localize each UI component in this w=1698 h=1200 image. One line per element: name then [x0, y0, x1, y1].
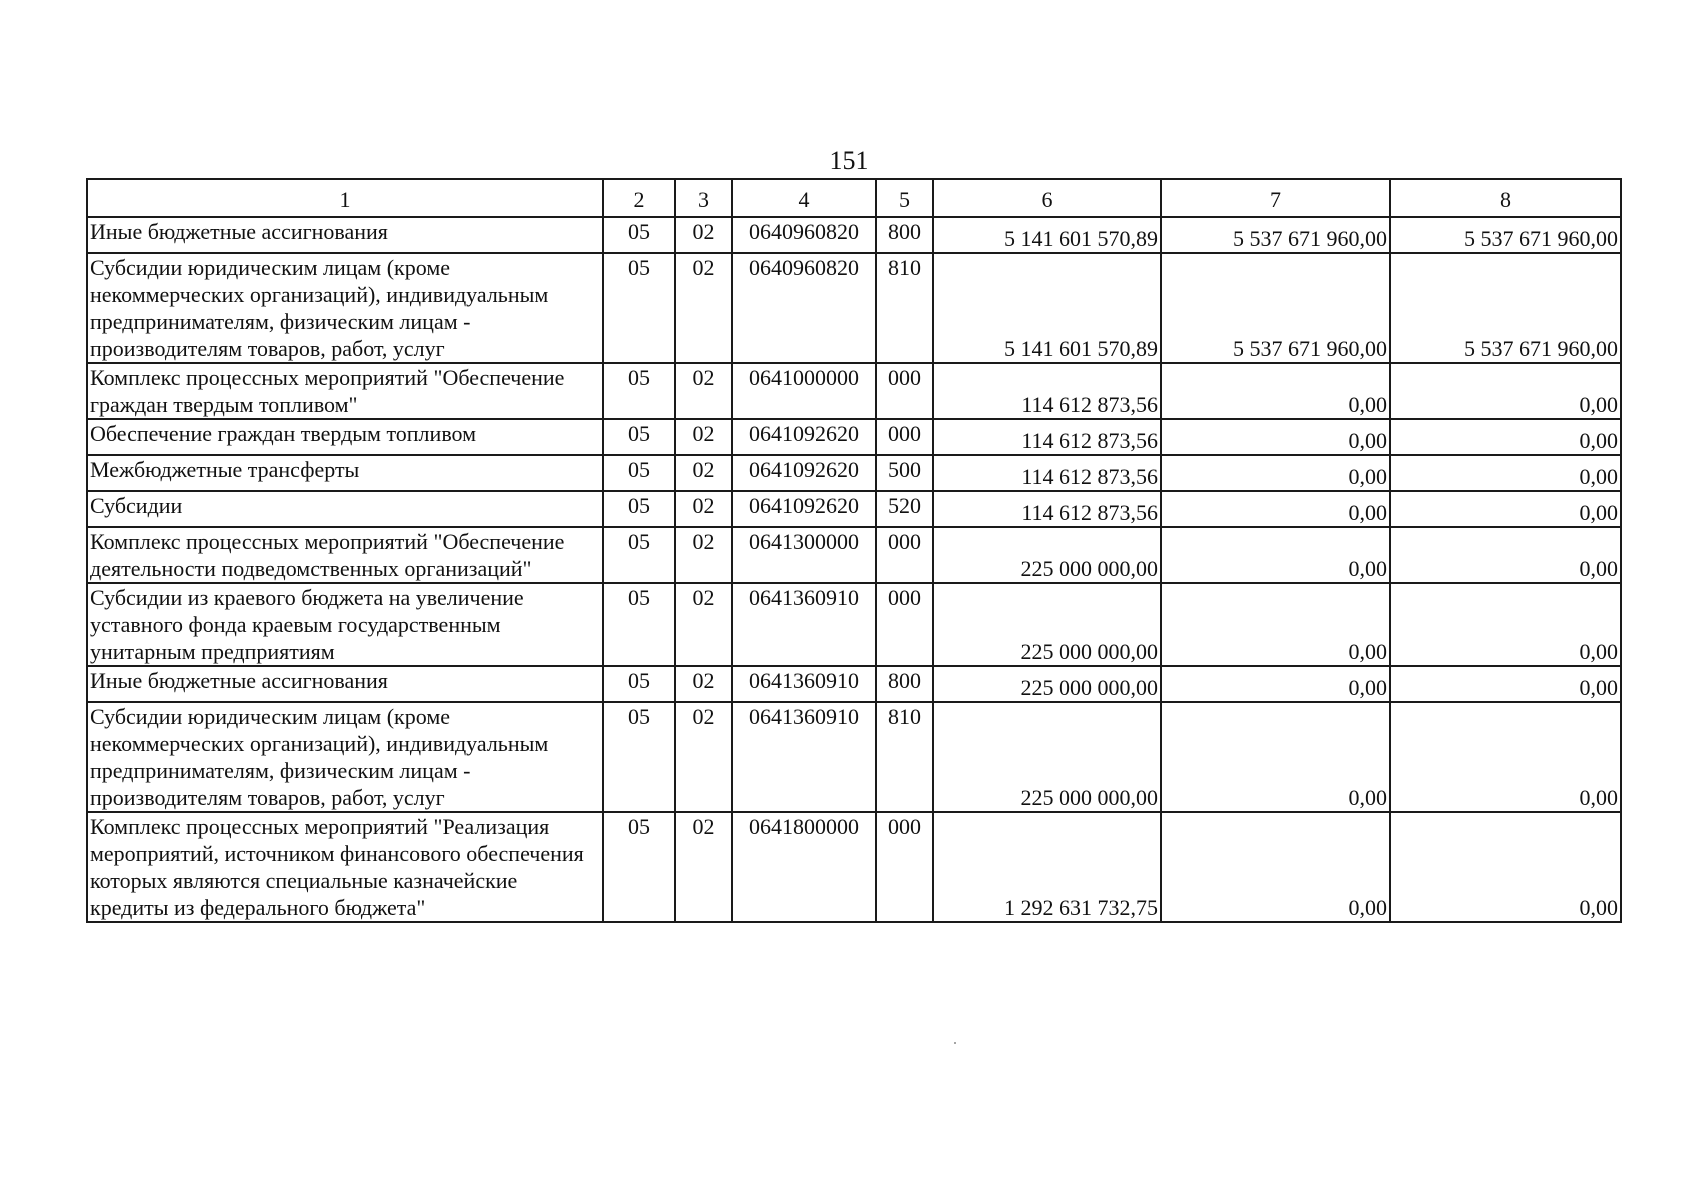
row-target-code: 0641800000 — [732, 812, 876, 922]
row-amount-col8: 0,00 — [1390, 583, 1621, 666]
table-row — [87, 419, 1621, 455]
row-section: 05 — [603, 491, 675, 527]
row-amount-col7: 0,00 — [1161, 419, 1390, 455]
row-amount-col8: 0,00 — [1390, 419, 1621, 455]
row-amount-col8: 0,00 — [1390, 666, 1621, 702]
row-amount-col8: 0,00 — [1390, 363, 1621, 419]
table-row — [87, 491, 1621, 527]
row-amount-col8: 0,00 — [1390, 702, 1621, 812]
row-subsection: 02 — [675, 217, 732, 253]
row-amount-col7: 5 537 671 960,00 — [1161, 217, 1390, 253]
table-row — [87, 455, 1621, 491]
row-expense-type: 000 — [876, 812, 933, 922]
header-row — [87, 179, 1621, 217]
table-row — [87, 363, 1621, 419]
header-col-6: 6 — [933, 179, 1161, 217]
row-amount-col6: 1 292 631 732,75 — [933, 812, 1161, 922]
row-section: 05 — [603, 455, 675, 491]
table-row — [87, 583, 1621, 666]
row-amount-col8: 0,00 — [1390, 812, 1621, 922]
header-col-1: 1 — [87, 179, 603, 217]
row-subsection: 02 — [675, 253, 732, 363]
row-section: 05 — [603, 253, 675, 363]
row-section: 05 — [603, 527, 675, 583]
row-amount-col6: 225 000 000,00 — [933, 702, 1161, 812]
row-target-code: 0641360910 — [732, 666, 876, 702]
header-col-2: 2 — [603, 179, 675, 217]
row-subsection: 02 — [675, 583, 732, 666]
row-name: Субсидии — [87, 491, 603, 527]
row-name: Обеспечение граждан твердым топливом — [87, 419, 603, 455]
row-name: Комплекс процессных мероприятий "Реализация мероприятий, источником финансового обеспечения которых являются специальные казначейские кредиты из федерального бюджета" — [87, 812, 603, 922]
row-subsection: 02 — [675, 363, 732, 419]
header-col-3: 3 — [675, 179, 732, 217]
row-name: Иные бюджетные ассигнования — [87, 217, 603, 253]
row-amount-col7: 0,00 — [1161, 491, 1390, 527]
header-col-4: 4 — [732, 179, 876, 217]
row-section: 05 — [603, 812, 675, 922]
header-col-8: 8 — [1390, 179, 1621, 217]
page-number: 151 — [829, 146, 869, 175]
row-amount-col6: 114 612 873,56 — [933, 491, 1161, 527]
row-amount-col6: 225 000 000,00 — [933, 583, 1161, 666]
header-col-5: 5 — [876, 179, 933, 217]
table-row — [87, 527, 1621, 583]
scan-speck — [954, 1042, 956, 1044]
row-target-code: 0640960820 — [732, 217, 876, 253]
row-target-code: 0641360910 — [732, 702, 876, 812]
table-row — [87, 253, 1621, 363]
row-name: Субсидии юридическим лицам (кроме некоммерческих организаций), индивидуальным предпринимателям, физическим лицам - производителям товаров, работ, услуг — [87, 253, 603, 363]
row-amount-col7: 0,00 — [1161, 702, 1390, 812]
row-expense-type: 520 — [876, 491, 933, 527]
row-subsection: 02 — [675, 527, 732, 583]
row-target-code: 0641000000 — [732, 363, 876, 419]
row-expense-type: 000 — [876, 419, 933, 455]
table-row — [87, 702, 1621, 812]
row-name: Межбюджетные трансферты — [87, 455, 603, 491]
row-amount-col6: 5 141 601 570,89 — [933, 253, 1161, 363]
budget-table — [86, 178, 1622, 923]
row-section: 05 — [603, 363, 675, 419]
row-subsection: 02 — [675, 666, 732, 702]
row-subsection: 02 — [675, 491, 732, 527]
row-expense-type: 000 — [876, 583, 933, 666]
row-name: Субсидии из краевого бюджета на увеличение уставного фонда краевым государственным унитарным предприятиям — [87, 583, 603, 666]
row-section: 05 — [603, 217, 675, 253]
row-name: Комплекс процессных мероприятий "Обеспечение деятельности подведомственных организаций" — [87, 527, 603, 583]
row-amount-col6: 225 000 000,00 — [933, 527, 1161, 583]
row-name: Комплекс процессных мероприятий "Обеспечение граждан твердым топливом" — [87, 363, 603, 419]
row-section: 05 — [603, 666, 675, 702]
header-col-7: 7 — [1161, 179, 1390, 217]
row-amount-col8: 5 537 671 960,00 — [1390, 253, 1621, 363]
row-expense-type: 800 — [876, 666, 933, 702]
row-amount-col7: 0,00 — [1161, 363, 1390, 419]
row-expense-type: 000 — [876, 527, 933, 583]
row-section: 05 — [603, 583, 675, 666]
row-amount-col8: 0,00 — [1390, 455, 1621, 491]
row-amount-col6: 5 141 601 570,89 — [933, 217, 1161, 253]
row-name: Иные бюджетные ассигнования — [87, 666, 603, 702]
row-expense-type: 810 — [876, 253, 933, 363]
row-target-code: 0641092620 — [732, 491, 876, 527]
row-amount-col8: 0,00 — [1390, 527, 1621, 583]
row-target-code: 0641092620 — [732, 455, 876, 491]
table-row — [87, 812, 1621, 922]
row-amount-col8: 0,00 — [1390, 491, 1621, 527]
row-expense-type: 000 — [876, 363, 933, 419]
row-amount-col6: 225 000 000,00 — [933, 666, 1161, 702]
row-amount-col7: 0,00 — [1161, 666, 1390, 702]
row-amount-col6: 114 612 873,56 — [933, 363, 1161, 419]
row-section: 05 — [603, 702, 675, 812]
row-subsection: 02 — [675, 419, 732, 455]
row-expense-type: 500 — [876, 455, 933, 491]
row-amount-col7: 0,00 — [1161, 812, 1390, 922]
row-section: 05 — [603, 419, 675, 455]
row-name: Субсидии юридическим лицам (кроме некоммерческих организаций), индивидуальным предпринимателям, физическим лицам - производителям товаров, работ, услуг — [87, 702, 603, 812]
row-amount-col7: 0,00 — [1161, 583, 1390, 666]
row-amount-col7: 0,00 — [1161, 455, 1390, 491]
row-subsection: 02 — [675, 702, 732, 812]
table-row — [87, 666, 1621, 702]
table-row — [87, 217, 1621, 253]
row-amount-col8: 5 537 671 960,00 — [1390, 217, 1621, 253]
row-target-code: 0641092620 — [732, 419, 876, 455]
row-amount-col7: 5 537 671 960,00 — [1161, 253, 1390, 363]
row-amount-col6: 114 612 873,56 — [933, 419, 1161, 455]
row-amount-col7: 0,00 — [1161, 527, 1390, 583]
row-target-code: 0640960820 — [732, 253, 876, 363]
row-target-code: 0641300000 — [732, 527, 876, 583]
row-subsection: 02 — [675, 812, 732, 922]
row-expense-type: 810 — [876, 702, 933, 812]
row-amount-col6: 114 612 873,56 — [933, 455, 1161, 491]
row-target-code: 0641360910 — [732, 583, 876, 666]
row-expense-type: 800 — [876, 217, 933, 253]
row-subsection: 02 — [675, 455, 732, 491]
